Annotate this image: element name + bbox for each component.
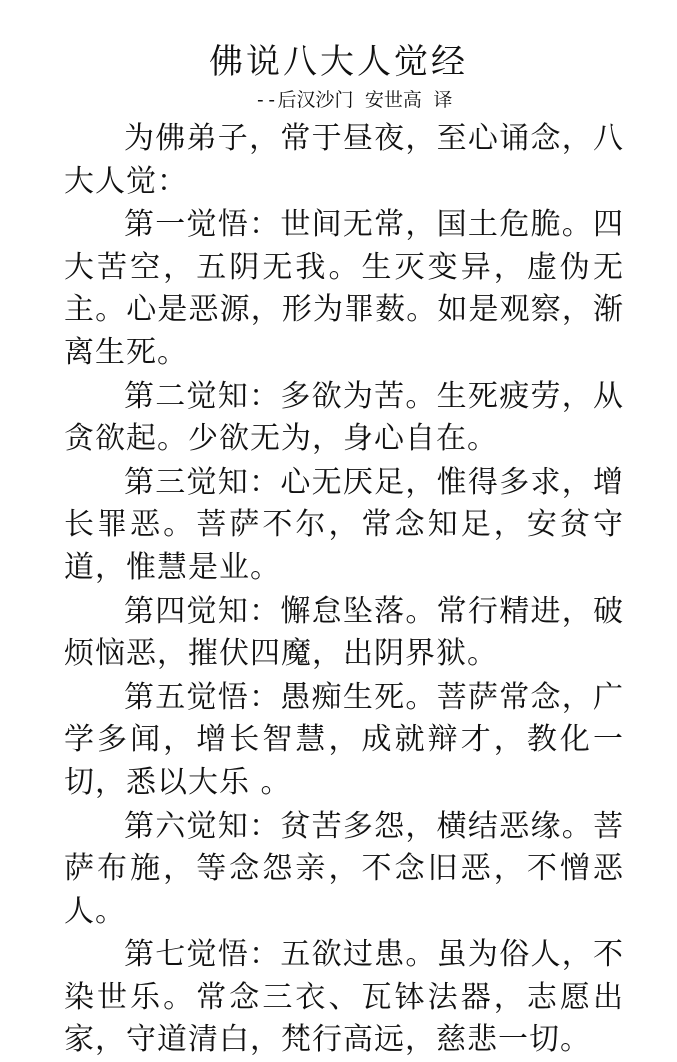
paragraph-seventh-awareness: 第七觉悟：五欲过患。虽为俗人，不染世乐。常念三衣、瓦钵法器，志愿出家，守道清白，梵行高远，慈悲一切。 xyxy=(64,937,624,1058)
paragraph-first-awareness: 第一觉悟：世间无常，国土危脆。四大苦空，五阴无我。生灭变异，虚伪无主。心是恶源，形为罪薮。如是观察，渐离生死。 xyxy=(64,207,624,370)
paragraph-fifth-awareness: 第五觉悟：愚痴生死。菩萨常念，广学多闻，增长智慧，成就辩才，教化一切，悉以大乐 。 xyxy=(64,679,624,800)
document-title: 佛说八大人觉经 xyxy=(209,42,468,82)
paragraph-second-awareness: 第二觉知：多欲为苦。生死疲劳，从贪欲起。少欲无为，身心自在。 xyxy=(64,378,624,457)
paragraph-third-awareness: 第三觉知：心无厌足，惟得多求，增长罪恶。菩萨不尔，常念知足，安贫守道，惟慧是业。 xyxy=(64,464,624,585)
paragraph-intro: 为佛弟子，常于昼夜，至心诵念，八大人觉： xyxy=(64,121,624,199)
scripture-body xyxy=(64,118,624,1062)
paragraph-fourth-awareness: 第四觉知：懈怠坠落。常行精进，破烦恼恶，摧伏四魔，出阴界狱。 xyxy=(64,593,624,672)
paragraph-sixth-awareness: 第六觉知：贫苦多怨，横结恶缘。菩萨布施，等念怨亲，不念旧恶，不憎恶人。 xyxy=(64,808,624,929)
translator-byline: --后汉沙门 安世高 译 xyxy=(254,89,453,111)
